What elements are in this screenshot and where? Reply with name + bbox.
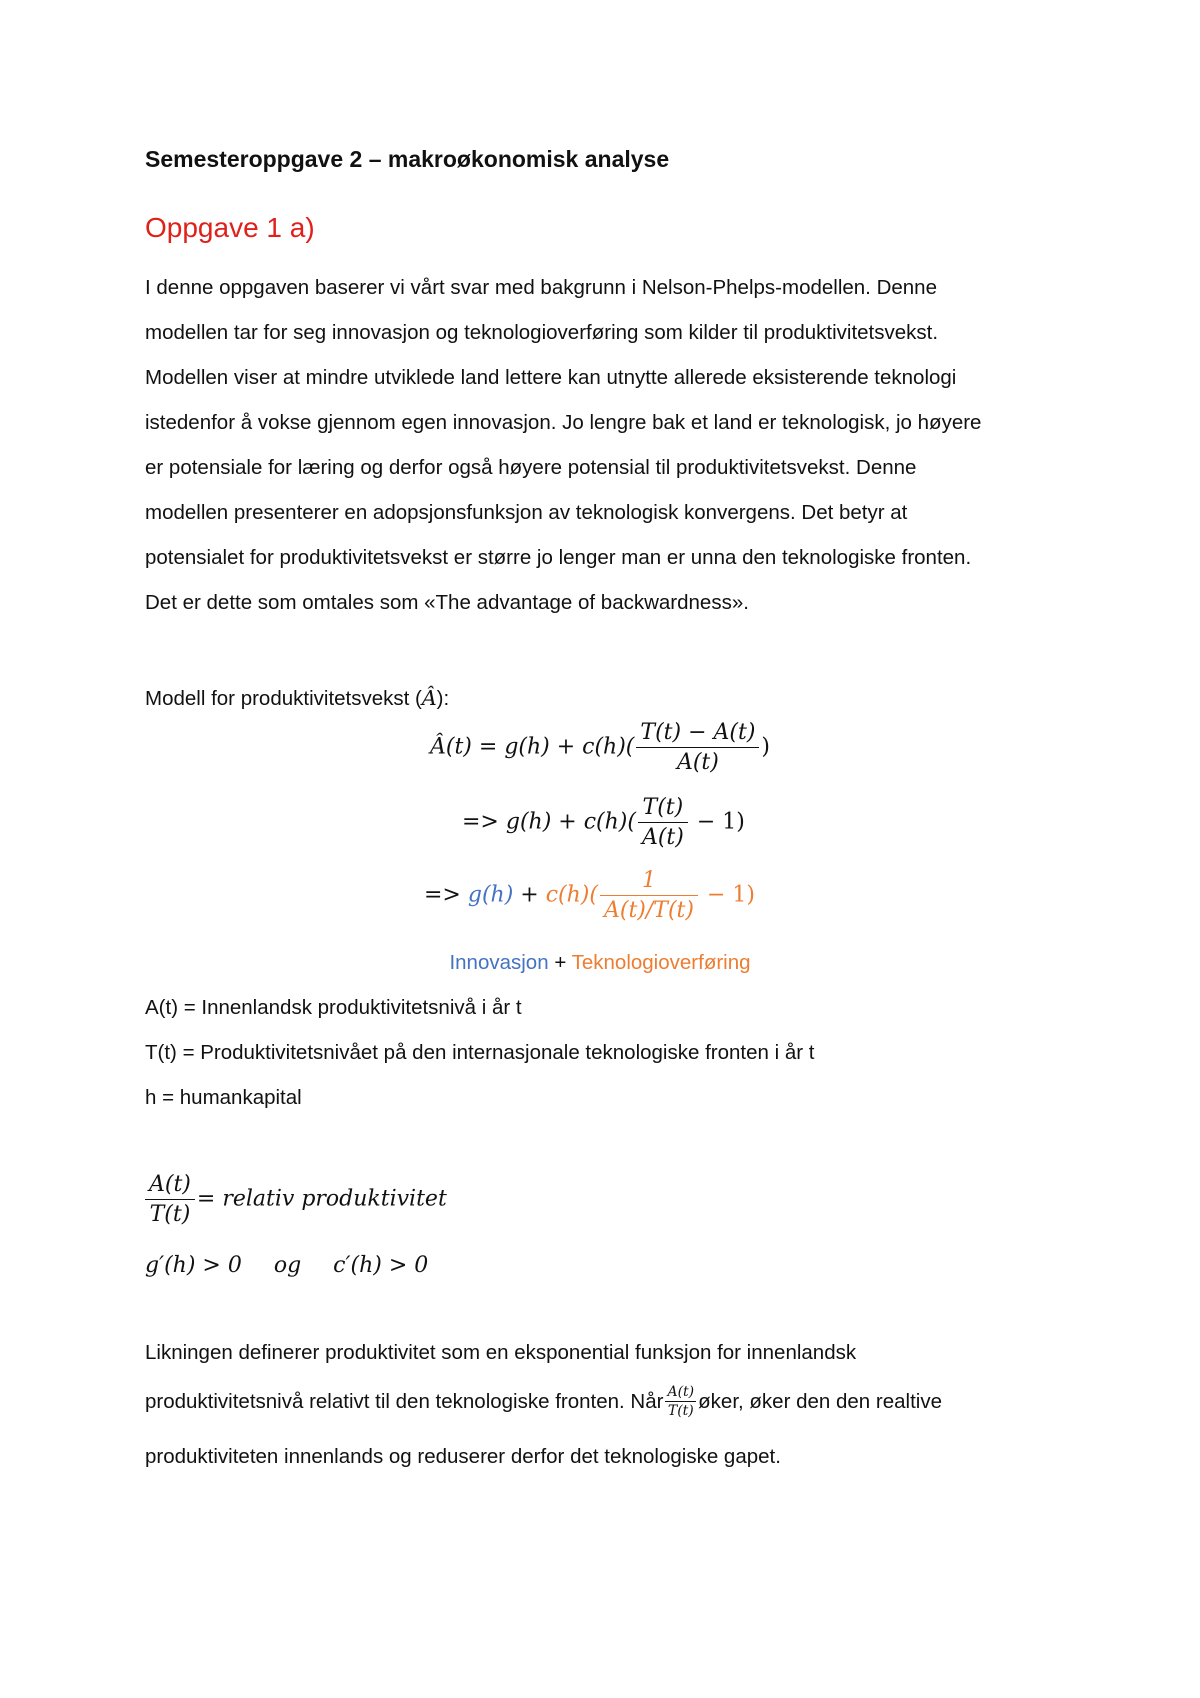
model-label: Modell for produktivitetsvekst (Â):	[145, 686, 450, 710]
intro-line: er potensiale for læring og derfor også høyere potensial til produktivitetsvekst. Denne	[145, 456, 917, 479]
intro-line: Modellen viser at mindre utviklede land lettere kan utnytte allerede eksisterende teknologi	[145, 366, 957, 389]
equation-3: => g(h) + c(h)( $\frac{1}{A(t)/T(t)}$ − 1)	[424, 868, 755, 923]
equation-1-fraction: $\frac{T(t) - A(t)}{A(t)}$	[636, 720, 759, 775]
equation-2: => g(h) + c(h)( $\frac{T(t)}{A(t)}$ − 1)	[462, 795, 745, 850]
conclusion-line: produktivitetsnivå relativt til den teknologiske fronten. Når $\frac{A(t)}{T(t)}$ øker, øker den den realtive	[145, 1384, 942, 1419]
innovation-term: g(h)	[467, 882, 514, 908]
intro-line: Det er dette som omtales som «The advantage of backwardness».	[145, 591, 749, 614]
conclusion-line: Likningen definerer produktivitet som en eksponential funksjon for innenlandsk	[145, 1341, 857, 1364]
definition-a: A(t) = Innenlandsk produktivitetsnivå i år t	[145, 996, 522, 1019]
definition-h: h = humankapital	[145, 1086, 302, 1109]
section-heading: Oppgave 1 a)	[145, 212, 315, 243]
definition-t: T(t) = Produktivitetsnivået på den internasjonale teknologiske fronten i år t	[145, 1041, 815, 1064]
equation-2-fraction: $\frac{T(t)}{A(t)}$	[638, 795, 688, 850]
relative-productivity-equation: $\frac{A(t)}{T(t)}$ = relativ produktivitet	[143, 1172, 447, 1227]
equation-caption: Innovasjon + Teknologioverføring	[449, 951, 751, 974]
intro-line: potensialet for produktivitetsvekst er større jo lenger man er unna den teknologiske fronten.	[145, 546, 972, 569]
caption-innovation: Innovasjon	[449, 951, 549, 974]
intro-paragraph	[145, 265, 1075, 625]
equation-1: Â(t) = g(h) + c(h)( $\frac{T(t) - A(t)}{A(t)}$ )	[430, 720, 770, 775]
conclusion-line: produktiviteten innenlands og reduserer derfor det teknologiske gapet.	[145, 1445, 781, 1468]
conditions-equation: g′(h) > 0 og c′(h) > 0	[145, 1253, 429, 1278]
intro-line: modellen presenterer en adopsjonsfunksjon av teknologisk konvergens. Det betyr at	[145, 501, 908, 524]
intro-line: I denne oppgaven baserer vi vårt svar med bakgrunn i Nelson-Phelps-modellen. Denne	[145, 276, 937, 299]
intro-line: istedenfor å vokse gjennom egen innovasjon. Jo lengre bak et land er teknologisk, jo høyere	[145, 411, 982, 434]
intro-line: modellen tar for seg innovasjon og teknologioverføring som kilder til produktivitetsvekst.	[145, 321, 939, 344]
conclusion-fraction: $\frac{A(t)}{T(t)}$	[667, 1384, 695, 1419]
document-title: Semesteroppgave 2 – makroøkonomisk analyse	[145, 146, 670, 172]
model-symbol: Â	[421, 686, 437, 710]
transfer-term: c(h)(	[545, 882, 598, 908]
equation-3-fraction: $\frac{1}{A(t)/T(t)}$	[600, 868, 698, 923]
caption-transfer: Teknologioverføring	[571, 951, 751, 974]
